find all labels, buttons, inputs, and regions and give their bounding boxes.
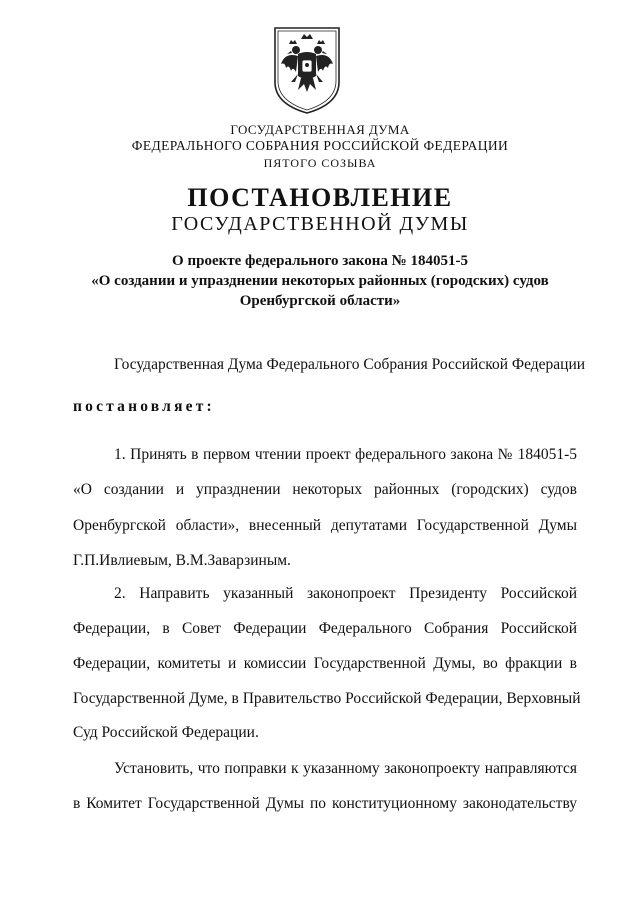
item2-line-1: 2. Направить указанный законопроект Президенту Российской [114,585,577,602]
item2-line-3: Федерации, комитеты и комиссии Государственной Думы, во фракции в [73,655,577,672]
item3-line-1: Установить, что поправки к указанному законопроекту направляются [114,760,577,777]
preamble: Государственная Дума Федерального Собрания Российской Федерации [114,356,586,373]
document-title: ПОСТАНОВЛЕНИЕ [187,183,453,212]
item1-line-3: Оренбургской области», внесенный депутатами Государственной Думы [73,517,577,534]
org-name-line-1: ГОСУДАРСТВЕННАЯ ДУМА [230,122,410,137]
subject-line-3: Оренбургской области» [239,293,401,309]
item1-line-4: Г.П.Ивлиевым, В.М.Заварзиным. [73,552,291,569]
item1-line-1: 1. Принять в первом чтении проект федерального закона № 184051-5 [114,446,577,463]
subject-line-1: О проекте федерального закона № 184051-5 [172,253,468,269]
item1-line-2: «О создании и упразднении некоторых районных (городских) судов [73,481,577,498]
item2-line-2: Федерации, в Совет Федерации Федерального Собрания Российской [73,620,577,637]
subject-line-2: «О создании и упразднении некоторых районных (городских) судов [91,273,549,289]
item2-line-4: Государственной Думе, в Правительство Российской Федерации, Верховный [73,690,581,707]
russian-coat-of-arms-icon [271,24,343,116]
convocation-line: ПЯТОГО СОЗЫВА [263,156,377,170]
item2-line-5: Суд Российской Федерации. [73,724,259,741]
document-subtitle: ГОСУДАРСТВЕННОЙ ДУМЫ [171,213,469,235]
decides-label: постановляет: [73,398,215,415]
item3-line-2: в Комитет Государственной Думы по конституционному законодательству [73,795,577,812]
org-name-line-2: ФЕДЕРАЛЬНОГО СОБРАНИЯ РОССИЙСКОЙ ФЕДЕРАЦИИ [131,138,509,153]
